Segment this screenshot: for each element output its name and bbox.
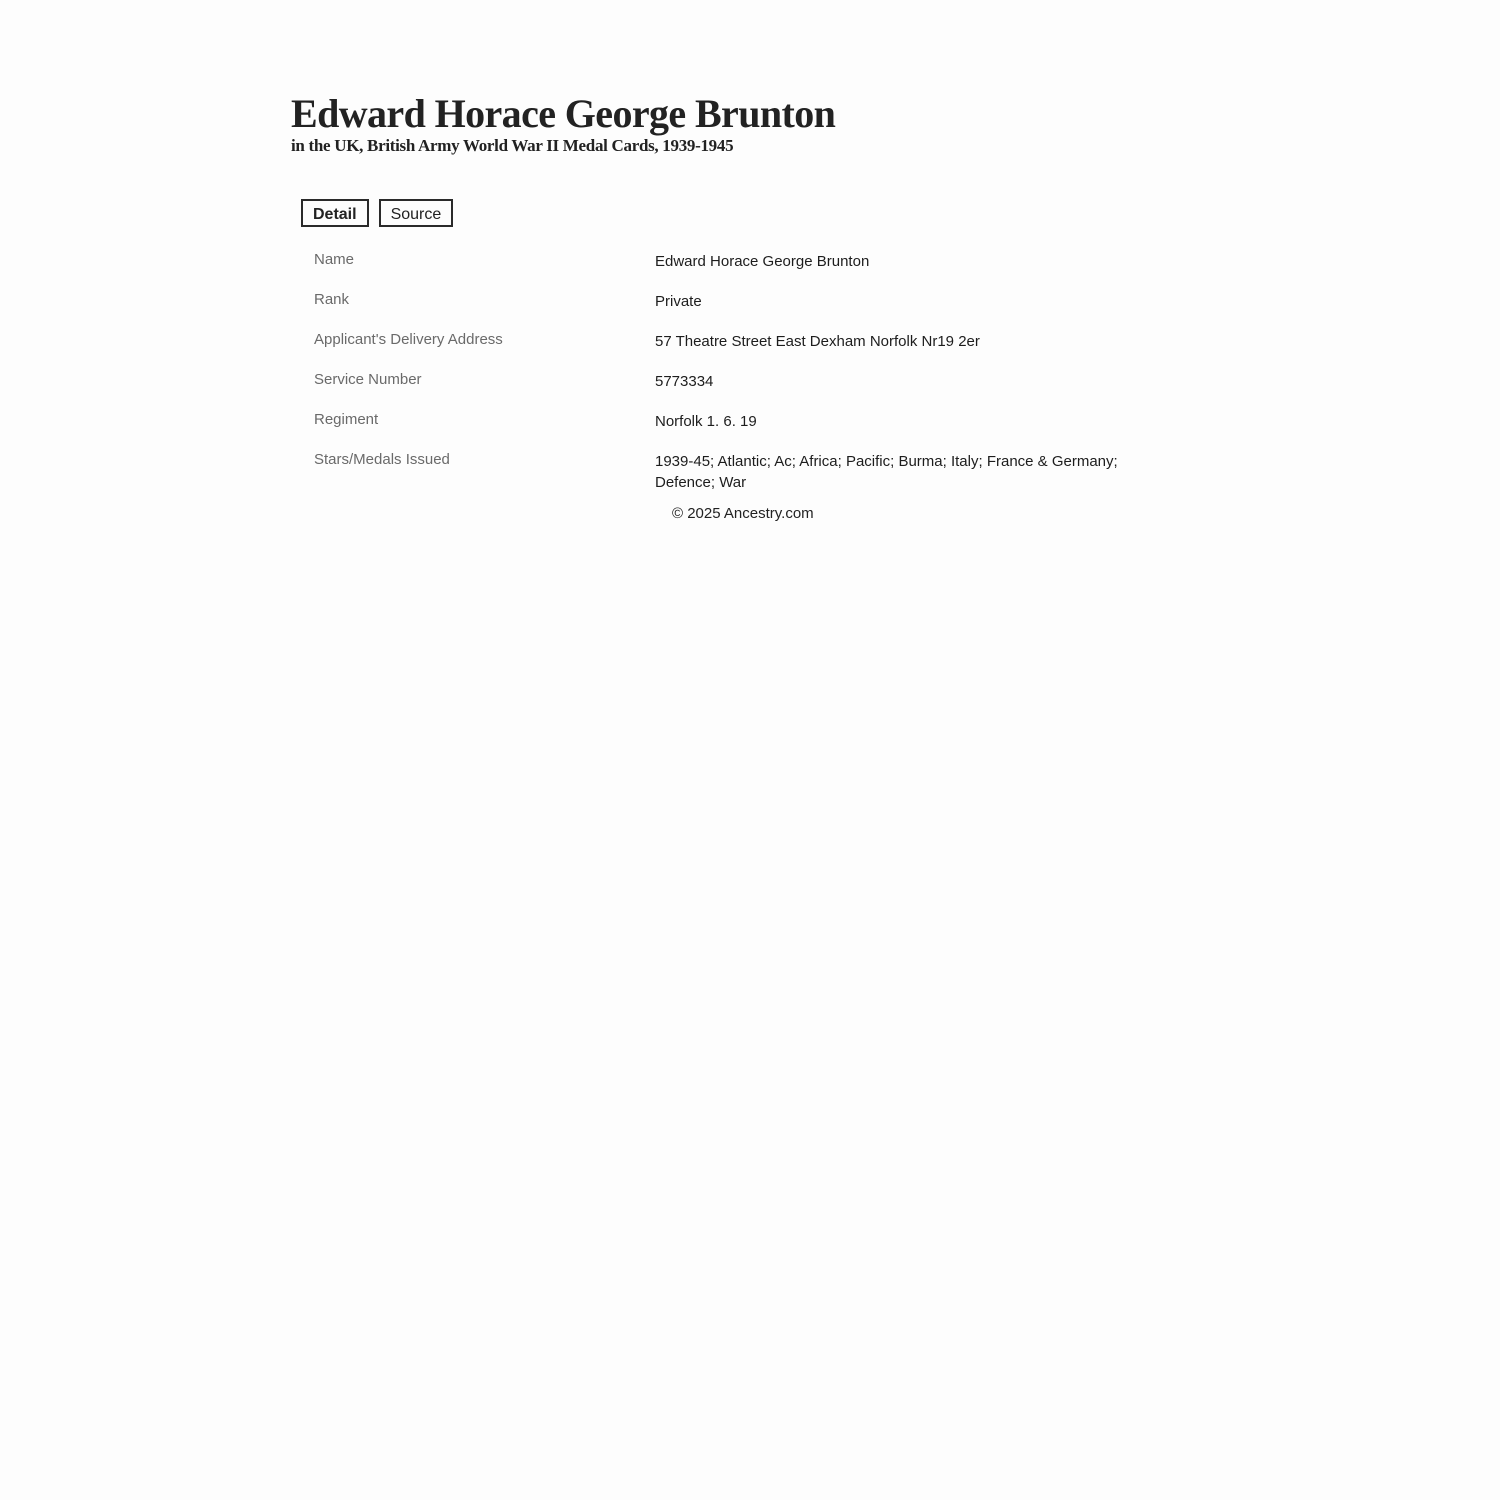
tab-detail[interactable]: Detail (301, 199, 369, 227)
page-title: Edward Horace George Brunton (291, 91, 836, 136)
field-row-delivery-address (314, 330, 1174, 352)
field-label: Name (314, 251, 355, 268)
field-value: Edward Horace George Brunton (655, 253, 870, 270)
record-fields (314, 250, 1174, 511)
field-row-medals-issued (314, 450, 1174, 493)
field-value: 1939-45; Atlantic; Ac; Africa; Pacific; Burma; Italy; France & Germany; Defence; War (655, 453, 1118, 491)
field-label: Stars/Medals Issued (314, 451, 450, 468)
collection-subtitle: in the UK, British Army World War II Medal Cards, 1939-1945 (291, 136, 734, 155)
field-row-service-number (314, 370, 1174, 392)
field-label: Service Number (314, 371, 422, 388)
record-panel (291, 91, 1191, 522)
field-value: 5773334 (655, 373, 714, 390)
field-row-name (314, 250, 1174, 272)
field-label: Regiment (314, 411, 379, 428)
copyright-notice: © 2025 Ancestry.com (672, 505, 814, 522)
field-value: Private (655, 293, 702, 310)
tab-bar (301, 199, 453, 227)
field-value: 57 Theatre Street East Dexham Norfolk Nr19 2er (655, 333, 980, 350)
field-label: Rank (314, 291, 350, 308)
field-row-regiment (314, 410, 1174, 432)
tab-source[interactable]: Source (379, 199, 454, 227)
field-row-rank (314, 290, 1174, 312)
field-label: Applicant's Delivery Address (314, 331, 503, 348)
field-value: Norfolk 1. 6. 19 (655, 413, 757, 430)
